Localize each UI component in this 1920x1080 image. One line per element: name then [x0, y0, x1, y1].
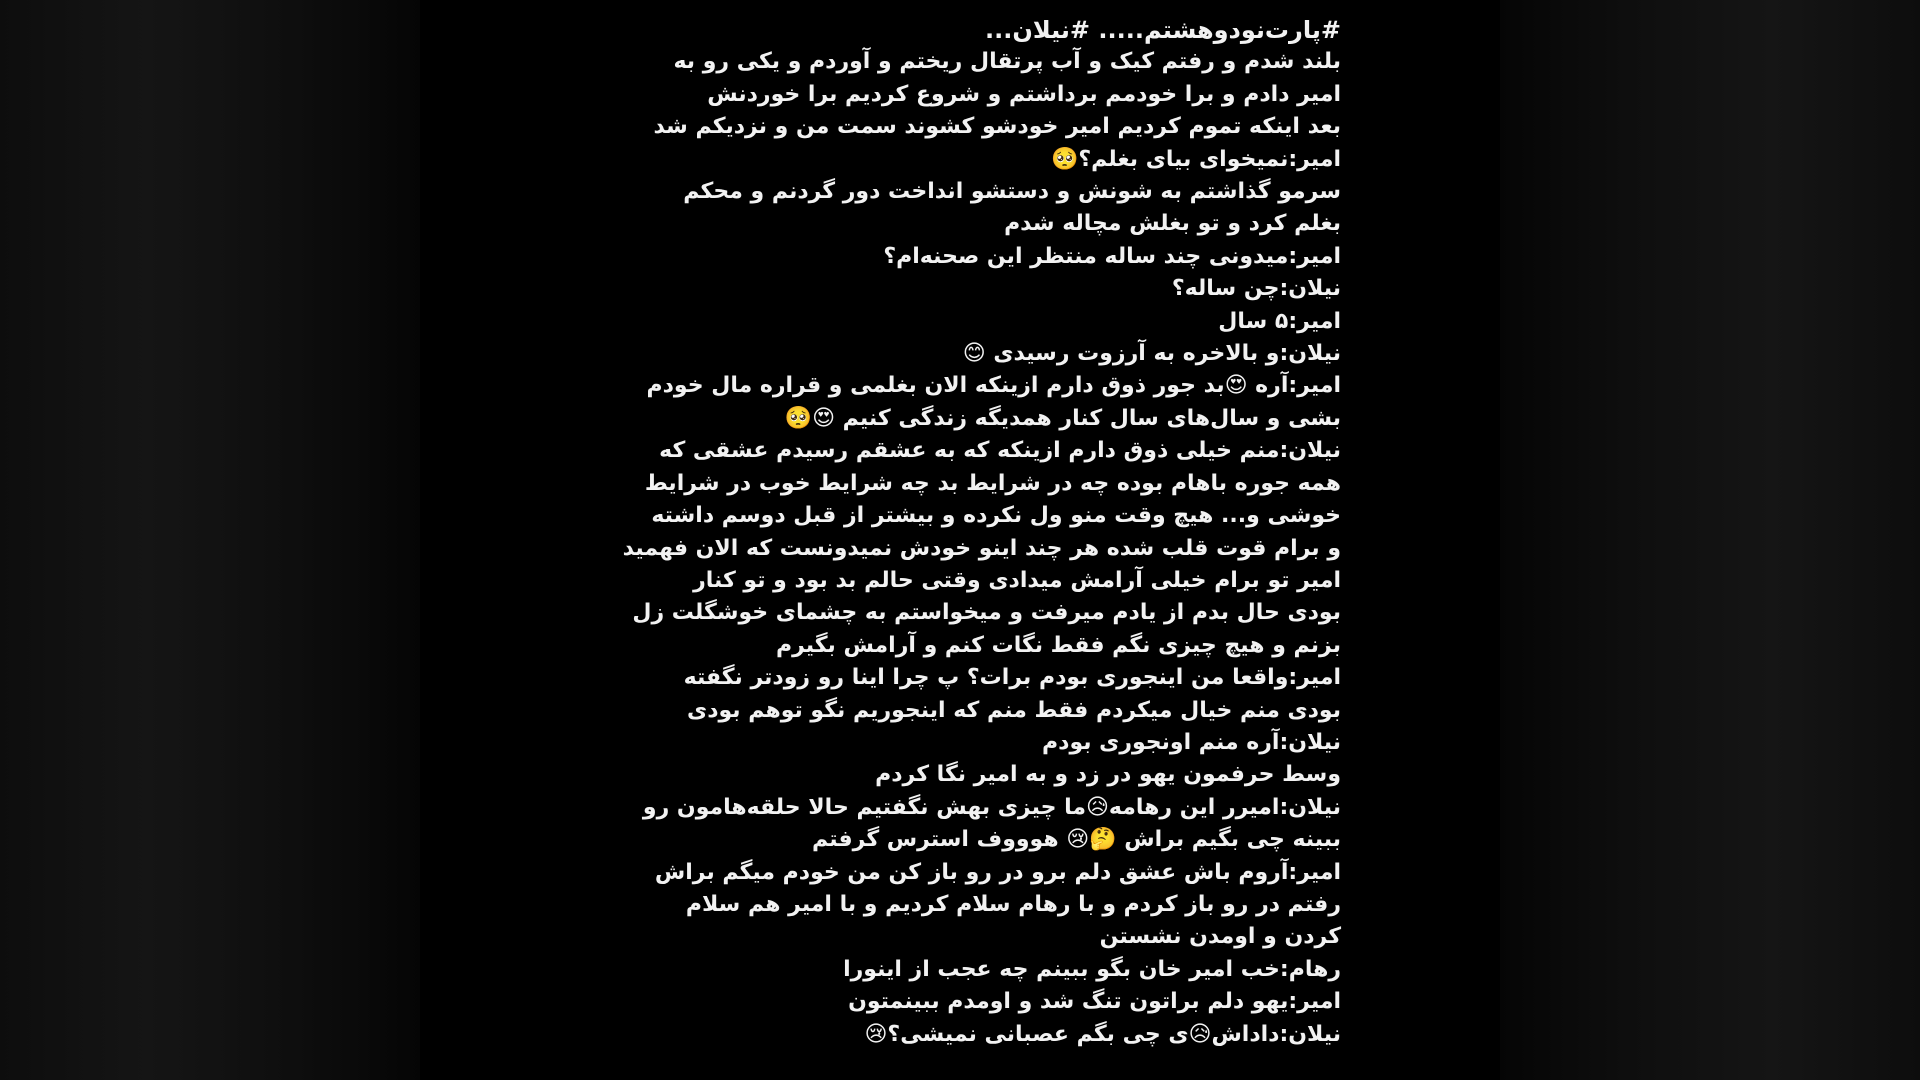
story-line: نیلان:منم خیلی ذوق دارم ازینکه که به عشقم رسیدم عشقی که	[659, 438, 1341, 464]
story-line: امیر:۵ سال	[1218, 308, 1341, 334]
story-line: رهام:خب امیر خان بگو ببینم چه عجب از اینورا	[843, 956, 1341, 982]
story-text	[622, 14, 1341, 1051]
story-line: وسط حرفمون یهو در زد و به امیر نگا کردم	[875, 762, 1341, 788]
story-line: رفتم در رو باز کردم و با رهام سلام کردیم و با امیر هم سلام	[685, 891, 1341, 917]
story-line: همه جوره باهام بوده چه در شرایط بد چه شرایط خوب در شرایط	[644, 470, 1341, 496]
right-blurred-background	[1500, 0, 1920, 1080]
story-line: خوشی و... هیچ وقت منو ول نکرده و بیشتر از قبل دوسم داشته	[651, 503, 1341, 529]
story-line: ببینه چی بگیم براش 🤔😢 هوووف استرس گرفتم	[812, 827, 1341, 853]
story-line: سرمو گذاشتم به شونش و دستشو انداخت دور گردنم و محکم	[683, 179, 1341, 205]
story-line: امیر:آره 😍بد جور ذوق دارم ازینکه الان بغلمی و قراره مال خودم	[646, 373, 1341, 399]
story-line: نیلان:چن ساله؟	[1171, 276, 1341, 302]
story-heading: #پارت‌نودوهشتم..... #نیلان...	[985, 16, 1341, 44]
story-line: بلند شدم و رفتم کیک و آب پرتقال ریختم و آوردم و یکی رو به	[673, 49, 1341, 75]
story-line: بودی حال بدم از یادم میرفت و میخواستم به چشمای خوشگلت زل	[632, 600, 1341, 626]
story-line: و برام قوت قلب شده هر چند اینو خودش نمیدونست که الان فهمید	[622, 535, 1341, 561]
left-blurred-background	[0, 0, 420, 1080]
story-line: امیر:یهو دلم براتون تنگ شد و اومدم ببینمتون	[848, 989, 1341, 1015]
story-line: امیر:آروم باش عشق دلم برو در رو باز کن من خودم میگم براش	[654, 859, 1341, 885]
story-line: امیر:نمیخوای بیای بغلم؟🥺	[1050, 146, 1341, 172]
story-line: کردن و اومدن نشستن	[1099, 924, 1341, 950]
story-line: بغلم کرد و تو بغلش مچاله شدم	[1004, 211, 1341, 237]
story-line: امیر تو برام خیلی آرامش میدادی وقتی حالم بد بود و تو کنار	[693, 567, 1341, 593]
story-line: امیر دادم و برا خودمم برداشتم و شروع کردیم برا خوردنش	[707, 81, 1341, 107]
story-line: امیر:میدونی چند ساله منتظر این صحنه‌ام؟	[883, 243, 1341, 269]
story-line: بزنم و هیچ چیزی نگم فقط نگات کنم و آرامش بگیرم	[775, 632, 1341, 658]
story-line: نیلان:داداش😥ی چی بگم عصبانی نمیشی؟😢	[864, 1021, 1341, 1047]
story-line: نیلان:امیرر این رهامه😥ما چیزی بهش نگفتیم حالا حلقه‌هامون رو	[642, 794, 1341, 820]
story-line: بعد اینکه تموم کردیم امیر خودشو کشوند سمت من و نزدیکم شد	[653, 114, 1341, 140]
story-panel	[420, 0, 1500, 1080]
story-line: نیلان:آره منم اونجوری بودم	[1042, 729, 1341, 755]
story-line: امیر:واقعا من اینجوری بودم برات؟ پ چرا اینا رو زودتر نگفته	[683, 665, 1341, 691]
story-line: بودی منم خیال میکردم فقط منم که اینجوریم نگو توهم بودی	[687, 697, 1341, 723]
story-line: نیلان:و بالاخره به آرزوت رسیدی 😊	[962, 341, 1341, 367]
story-line: بشی و سال‌های سال کنار همدیگه زندگی کنیم 😍🥺	[784, 405, 1341, 431]
